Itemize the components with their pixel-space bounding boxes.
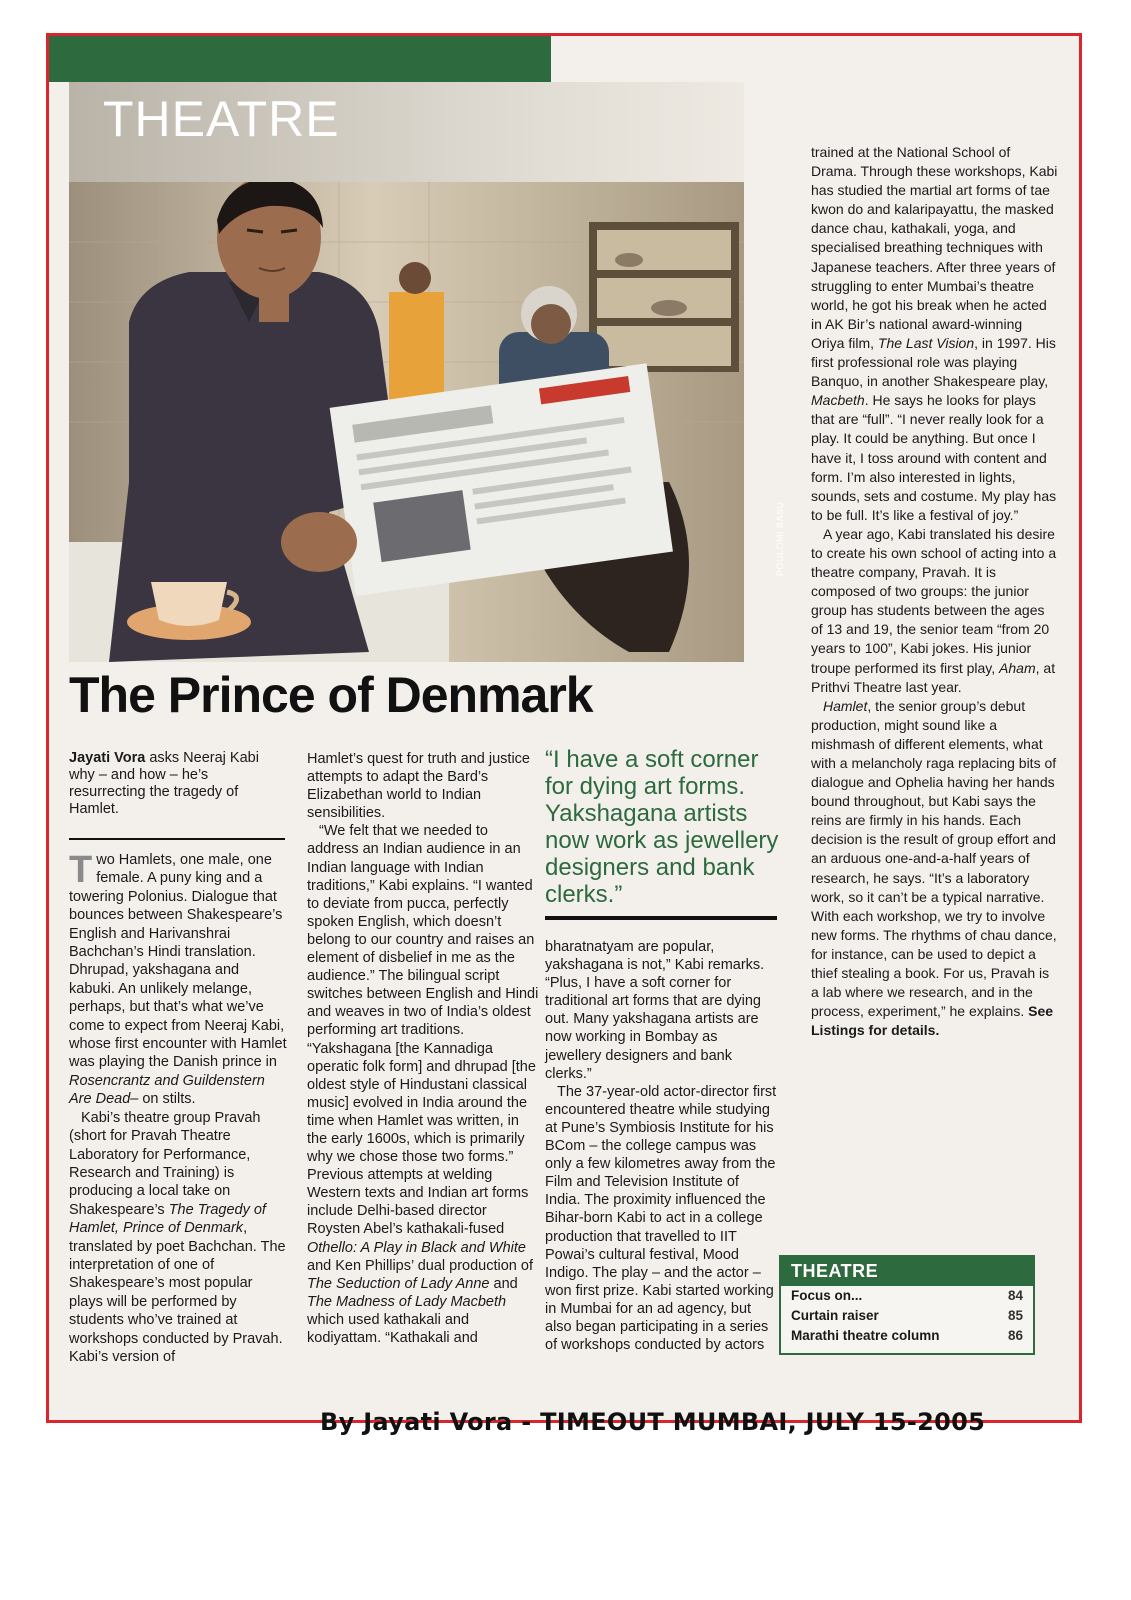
author-name: Jayati Vora <box>69 750 146 766</box>
section-title: THEATRE <box>103 91 340 147</box>
col4-text-3: , the senior group’s debut production, might sound like a mishmash of different elements, what with a melancholy raga replacing bits of dialogue and Ophelia having her hands bound throughout, but Kabi says the reins are firmly in his hands. Each decision is the result of group effort and an arduous one-and-a-half years of research, he says. “It’s a laboratory work, so it can’t be a typical narrative. With each workshop, we try to involve new forms. The rhythms of chau dance, for instance, can be used to depict a thief stealing a book. For us, Pravah is a lab where we research, and in the process, experiment,” he explains. <box>811 697 1057 1020</box>
col2-text-1: Hamlet’s quest for truth and justice attempts to adapt the Bard’s Elizabethan world to Indian sensibilities. <box>307 751 530 822</box>
col1-text-2-end: , translated by poet Bachchan. The interpretation of one of Shakespeare’s most popular plays will be performed by students who’ve trained at workshops conducted by Pravah. Kabi’s version of <box>69 1220 286 1365</box>
photo-credit: POULOMI BASU <box>775 501 785 576</box>
col2-text-2: “We felt that we needed to address an Indian audience in an Indian language with Indian traditions,” Kabi explains. “I wanted to deviate from pucca, perfectly spoken English, which doesn’t belong to our country and raises an element of disbelief in me as the audience.” The bilingual script switches between English and Hindi and weaves in two of India’s oldest performing art traditions. “Yakshagana [the Kannadiga operatic folk form] and dhrupad [the oldest style of Hindustani classical music] evolved in India around the time when Hamlet was written, in the early 1600s, which is primarily why we chose those two forms.” Previous attempts at welding Western texts and Indian art forms include Delhi-based director Roysten Abel’s kathakali-fused <box>307 823 539 1238</box>
col1-title-rosencrantz: Rosencrantz and Guildenstern Are Dead <box>69 1072 265 1108</box>
index-item-page: 85 <box>1007 1308 1023 1323</box>
col1-text-1-end: – on stilts. <box>130 1091 196 1108</box>
index-item-focus-on[interactable] <box>781 1286 1033 1306</box>
col4-title-aham: Aham <box>999 659 1036 676</box>
theatre-index-box <box>779 1255 1035 1355</box>
index-item-label: Marathi theatre column <box>791 1328 940 1343</box>
section-header-band <box>69 82 744 182</box>
col2-title-seduction: The Seduction of Lady Anne <box>307 1275 490 1292</box>
pull-quote: “I have a soft corner for dying art forms. Yakshagana artists now work as jewellery designers and bank clerks.” <box>545 746 779 908</box>
col2-text-2d: which used kathakali and kodiyattam. “Kathakali and <box>307 1311 478 1346</box>
article-column-1 <box>69 851 289 1366</box>
article-column-3 <box>545 938 777 1354</box>
col2-title-madness: The Madness of Lady Macbeth <box>307 1293 507 1310</box>
photo-man-reading-newspaper <box>69 182 744 662</box>
col4-text-1b: , in 1997. His first professional role was playing Banquo, in another Shakespeare play, <box>811 334 1056 390</box>
col3-text-2: The 37-year-old actor-director first encountered theatre while studying at Pune’s Symbiosis Institute for his BCom – the college campus was only a few kilometres away from the Film and Television Institute of India. The proximity influenced the Bihar-born Kabi to act in a college production that travelled to IIT Powai’s cultural festival, Mood Indigo. The play – and the actor – won first prize. Kabi started working in Mumbai for an ad agency, but also began participating in a series of workshops conducted by actors <box>545 1083 777 1354</box>
col2-title-othello: Othello: A Play in Black and White <box>307 1239 526 1256</box>
section-color-bar <box>49 36 551 82</box>
deck-divider <box>69 838 285 840</box>
drop-cap: T <box>69 849 93 891</box>
article-column-2 <box>307 750 539 1347</box>
index-item-curtain-raiser[interactable] <box>781 1306 1033 1326</box>
index-item-label: Focus on... <box>791 1288 863 1303</box>
col4-title-hamlet: Hamlet <box>823 697 868 714</box>
index-item-page: 84 <box>1007 1288 1023 1303</box>
article-headline: The Prince of Denmark <box>69 667 593 723</box>
col4-text-1c: . He says he looks for plays that are “full”. “I never really look for a play. It could be anything. But once I have it, I toss around with content and form. I’m also interested in lights, sounds, sets and costume. My play has to be full. It’s like a festival of joy.” <box>811 392 1057 523</box>
col4-text-2b: , at Prithvi Theatre last year. <box>811 659 1056 695</box>
col4-text-2a: A year ago, Kabi translated his desire to create his own school of acting into a theatre company, Pravah. It is composed of two groups: the junior group has students between the ages of 13 and 19, the senior team “from 20 years to 100”, Kabi jokes. His junior troupe performed its first play, <box>811 525 1057 676</box>
col4-text-1a: trained at the National School of Drama. Through these workshops, Kabi has studied the martial art forms of tae kwon do and kalaripayattu, the masked dance chau, kathakali, yoga, and specialised breathing techniques with Japanese teachers. After three years of struggling to enter Mumbai’s theatre world, he got his break when he acted in AK Bir’s national award-winning Oriya film, <box>811 144 1058 351</box>
source-caption: By Jayati Vora - TIMEOUT MUMBAI, JULY 15-2005 <box>320 1408 986 1436</box>
pull-quote-rule <box>545 916 777 920</box>
article-column-4 <box>811 143 1059 1040</box>
article-deck <box>69 750 279 818</box>
index-item-label: Curtain raiser <box>791 1308 879 1323</box>
deck-text: asks Neeraj Kabi why – and how – he’s resurrecting the tragedy of Hamlet. <box>69 750 259 817</box>
index-box-title: THEATRE <box>781 1257 1033 1286</box>
col1-title-tragedy-of-hamlet: The Tragedy of Hamlet, Prince of Denmark <box>69 1201 266 1237</box>
col4-title-macbeth: Macbeth <box>811 392 865 409</box>
col2-text-2b: and Ken Phillips’ dual production of <box>307 1257 533 1274</box>
index-item-marathi-column[interactable] <box>781 1326 1033 1346</box>
col3-text-1: bharatnatyam are popular, yakshagana is not,” Kabi remarks. “Plus, I have a soft corner for traditional art forms that are dying out. Many yakshagana artists are now working in Bombay as jewellery designers and bank clerks.” <box>545 939 765 1082</box>
col4-title-last-vision: The Last Vision <box>877 334 975 351</box>
index-item-page: 86 <box>1007 1328 1023 1343</box>
col1-text-2: Kabi’s theatre group Pravah (short for Pravah Theatre Laboratory for Performance, Research and Training) is producing a local take on Shakespeare’s <box>69 1109 261 1218</box>
col2-text-2c: and <box>493 1275 518 1292</box>
magazine-page <box>49 36 1079 1420</box>
see-listings-note: See Listings for details. <box>811 1003 1054 1039</box>
col1-text-1: wo Hamlets, one male, one female. A puny king and a towering Polonius. Dialogue that bounces between Shakespeare’s English and Harivanshrai Bachchan’s Hindi translation. Dhrupad, yakshagana and kabuki. An unlikely melange, perhaps, but that’s what we’ve come to expect from Neeraj Kabi, whose first encounter with Hamlet was playing the Danish prince in <box>69 852 287 1071</box>
